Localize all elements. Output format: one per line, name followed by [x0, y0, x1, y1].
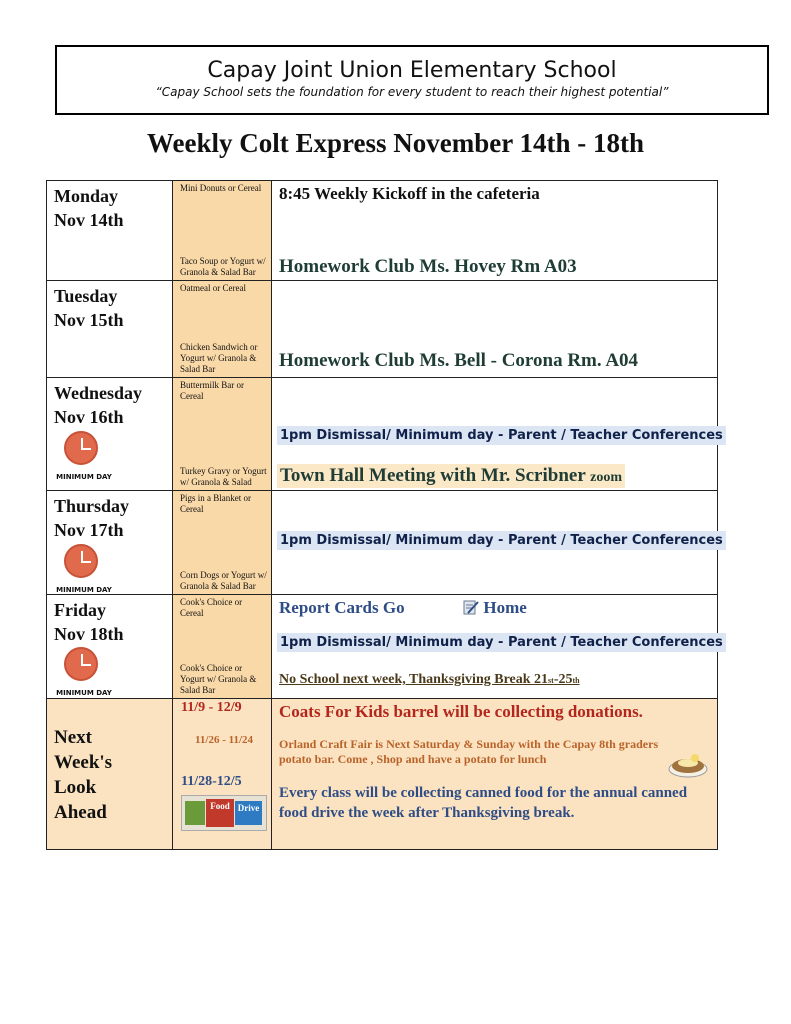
lunch-menu: Chicken Sandwich or Yogurt w/ Granola & Salad Bar [180, 342, 258, 374]
events-cell [272, 281, 718, 378]
day-name: Monday [54, 186, 119, 206]
event-homework-club: Homework Club Ms. Hovey Rm A03 [279, 256, 577, 277]
day-date: Nov 18th [54, 624, 124, 644]
table-row-thursday [47, 491, 718, 595]
menu-cell [173, 595, 272, 699]
canned-food-drive: Every class will be collecting canned food for the annual canned food drive the week after Thanksgiving break. [279, 785, 688, 821]
school-header [55, 45, 769, 115]
day-name: Wednesday [54, 383, 143, 403]
breakfast-menu: Buttermilk Bar or Cereal [180, 380, 244, 401]
events-cell [272, 181, 718, 281]
coats-for-kids: Coats For Kids barrel will be collecting donations. [279, 702, 643, 721]
ordinal-th: th [572, 676, 580, 685]
table-row-monday [47, 181, 718, 281]
report-cards-home: Home [483, 598, 527, 617]
table-row-friday [47, 595, 718, 699]
drive-label: Drive [235, 801, 262, 825]
events-cell [272, 491, 723, 595]
menu-cell [173, 281, 272, 378]
day-date: Nov 14th [54, 210, 124, 230]
events-cell [272, 595, 723, 699]
menu-cell [173, 378, 272, 491]
lunch-menu: Taco Soup or Yogurt w/ Granola & Salad Bar [180, 256, 266, 277]
day-cell [47, 181, 173, 281]
page-title: Weekly Colt Express November 14th - 18th [147, 128, 644, 158]
day-cell [47, 378, 173, 491]
baked-potato-icon [667, 751, 709, 779]
look-ahead-label [47, 699, 173, 850]
day-date: Nov 17th [54, 520, 124, 540]
lunch-menu: Turkey Gravy or Yogurt w/ Granola & Salad [180, 466, 267, 487]
dismissal-notice: 1pm Dismissal/ Minimum day - Parent / Teacher Conferences [277, 633, 726, 652]
clock-icon [64, 431, 98, 465]
look-ahead-line: Week's [54, 752, 113, 773]
no-school-text: No School next week, Thanksgiving Break 21 [279, 672, 549, 687]
look-ahead-events [272, 699, 718, 850]
event-homework-club: Homework Club Ms. Bell - Corona Rm. A04 [279, 350, 639, 371]
craft-fair-notice: Orland Craft Fair is Next Saturday & Sunday with the Capay 8th graders potato bar. Come , Shop and have a potato for lunch [279, 737, 659, 766]
date-range-craft-fair: 11/26 - 11/24 [195, 734, 254, 746]
badge-label: MINIMUM DAY [56, 473, 112, 481]
menu-cell [173, 181, 272, 281]
ordinal-st: st [548, 676, 554, 685]
breakfast-menu: Oatmeal or Cereal [180, 283, 246, 293]
day-name: Thursday [54, 496, 130, 516]
menu-cell [173, 491, 272, 595]
minimum-day-badge [54, 647, 114, 697]
no-school-notice [279, 668, 580, 688]
events-cell [272, 378, 723, 491]
event-kickoff: 8:45 Weekly Kickoff in the cafeteria [279, 184, 540, 203]
minimum-day-badge [54, 431, 114, 481]
look-ahead-line: Look [54, 777, 97, 798]
report-cards-text: Report Cards Go [279, 598, 405, 617]
lunch-menu: Cook's Choice or Yogurt w/ Granola & Salad Bar [180, 663, 257, 695]
table-row-tuesday [47, 281, 718, 378]
food-drive-image [181, 795, 267, 831]
report-cards-line [279, 598, 679, 618]
day-cell [47, 491, 173, 595]
range-end: -25 [553, 672, 573, 687]
weekly-schedule-table [46, 180, 723, 850]
breakfast-menu: Pigs in a Blanket or Cereal [180, 493, 251, 514]
school-name: Capay Joint Union Elementary School [207, 58, 617, 83]
day-date: Nov 16th [54, 407, 124, 427]
day-cell [47, 281, 173, 378]
school-motto: “Capay School sets the foundation for every student to reach their highest potential” [155, 85, 669, 99]
day-cell [47, 595, 173, 699]
look-ahead-line: Ahead [54, 802, 107, 823]
food-label: Food [206, 799, 234, 827]
day-name: Tuesday [54, 286, 118, 306]
clock-icon [64, 647, 98, 681]
date-range-coats: 11/9 - 12/9 [181, 700, 242, 715]
day-date: Nov 15th [54, 310, 124, 330]
dismissal-notice: 1pm Dismissal/ Minimum day - Parent / Teacher Conferences [277, 531, 726, 550]
town-hall-meeting [277, 464, 625, 488]
table-row-look-ahead [47, 699, 718, 850]
look-ahead-dates [173, 699, 272, 850]
minimum-day-badge [54, 544, 114, 594]
zoom-label: zoom [590, 470, 623, 485]
clock-icon [64, 544, 98, 578]
lunch-menu: Corn Dogs or Yogurt w/ Granola & Salad Bar [180, 570, 267, 591]
look-ahead-line: Next [54, 727, 92, 748]
day-name: Friday [54, 600, 106, 620]
report-card-icon [463, 599, 479, 615]
breakfast-menu: Mini Donuts or Cereal [180, 183, 262, 193]
date-range-food-drive: 11/28-12/5 [181, 774, 242, 789]
town-hall-text: Town Hall Meeting with Mr. Scribner [280, 465, 586, 486]
badge-label: MINIMUM DAY [56, 689, 112, 697]
badge-label: MINIMUM DAY [56, 586, 112, 594]
breakfast-menu: Cook's Choice or Cereal [180, 597, 243, 618]
dismissal-notice: 1pm Dismissal/ Minimum day - Parent / Teacher Conferences [277, 426, 726, 445]
table-row-wednesday [47, 378, 718, 491]
